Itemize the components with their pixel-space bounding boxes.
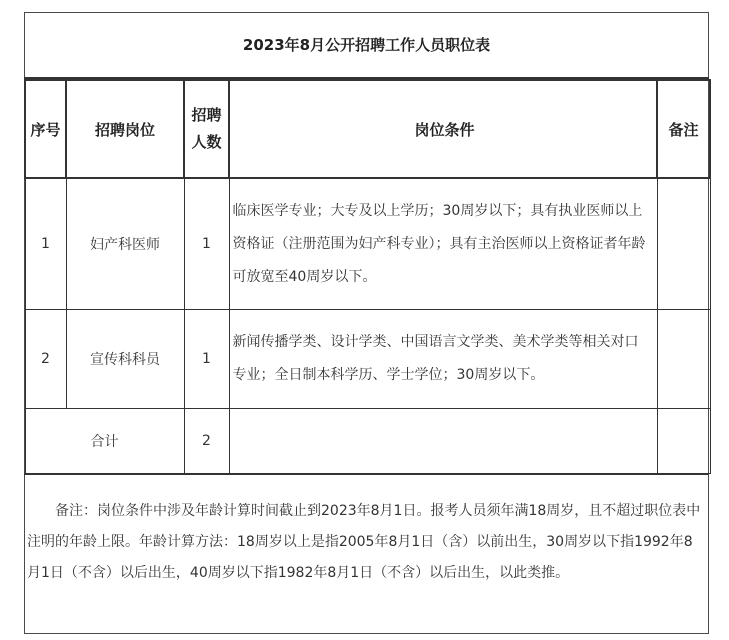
- header-num-line2: 人数: [191, 133, 222, 151]
- table-header-row: [25, 80, 710, 178]
- header-num-line1: 招聘: [191, 106, 222, 124]
- table-row: [25, 178, 710, 310]
- row-post: 妇产科医师: [66, 178, 184, 310]
- header-post: 招聘岗位: [66, 80, 184, 178]
- row-note: [657, 310, 710, 409]
- header-num: [184, 80, 229, 178]
- table-row: [25, 310, 710, 409]
- header-cond: 岗位条件: [229, 80, 657, 178]
- header-no: 序号: [25, 80, 66, 178]
- total-label: 合计: [25, 409, 184, 474]
- row-note: [657, 178, 710, 310]
- position-table: [24, 79, 711, 474]
- total-num: 2: [184, 409, 229, 474]
- row-cond: 临床医学专业；大专及以上学历；30周岁以下；具有执业医师以上资格证（注册范围为妇产科专业）；具有主治医师以上资格证者年龄可放宽至40周岁以下。: [229, 178, 657, 310]
- row-no: 1: [25, 178, 66, 310]
- total-cond: [229, 409, 657, 474]
- notice-text: 备注：岗位条件中涉及年龄计算时间截止到2023年8月1日。报考人员须年满18周岁，且不超过职位表中注明的年龄上限。年龄计算方法：18周岁以上是指2005年8月1日（含）以前出生，30周岁以下指1992年8月1日（不含）以后出生，40周岁以下指1982年8月1日（不含）以后出生，以此类推。: [24, 473, 709, 634]
- row-no: 2: [25, 310, 66, 409]
- total-note: [657, 409, 710, 474]
- header-note: 备注: [657, 80, 710, 178]
- row-post: 宣传科科员: [66, 310, 184, 409]
- row-cond: 新闻传播学类、设计学类、中国语言文学类、美术学类等相关对口专业；全日制本科学历、学士学位；30周岁以下。: [229, 310, 657, 409]
- row-num: 1: [184, 178, 229, 310]
- total-row: [25, 409, 710, 474]
- row-num: 1: [184, 310, 229, 409]
- table-title: 2023年8月公开招聘工作人员职位表: [24, 12, 709, 79]
